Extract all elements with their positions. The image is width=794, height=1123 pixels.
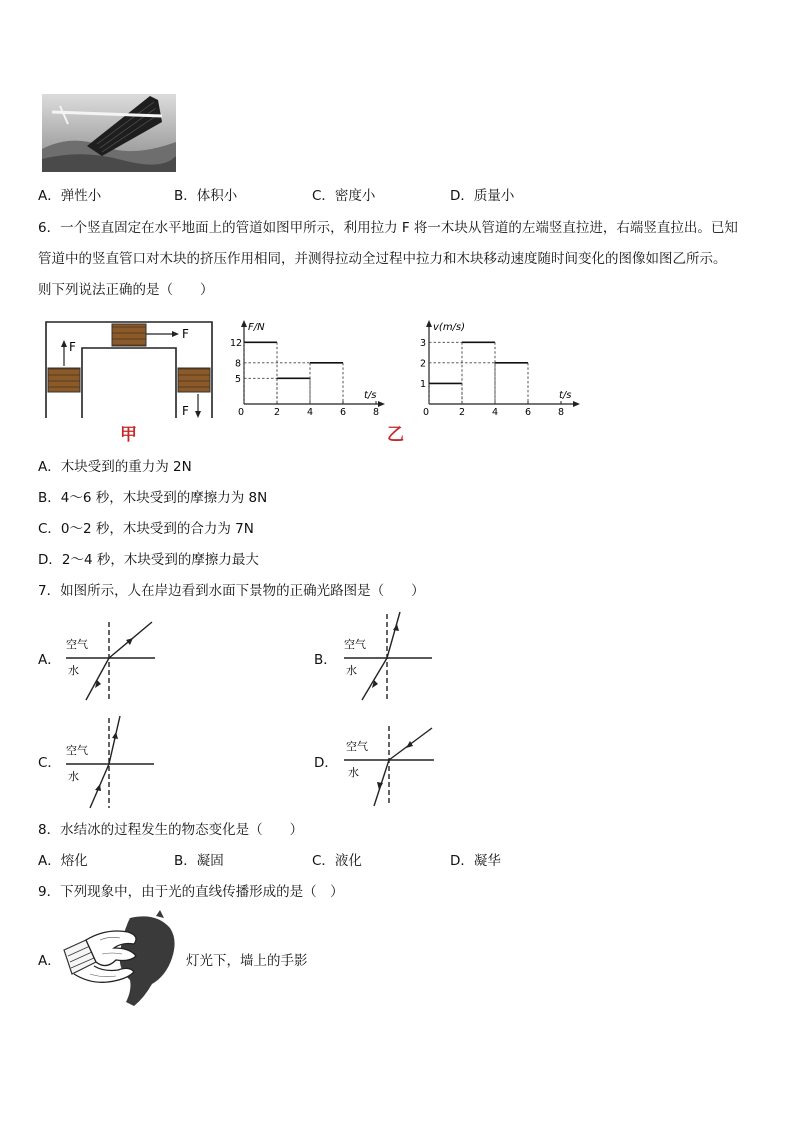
y-axis-label: v(m/s) bbox=[433, 322, 466, 333]
velocity-time-chart bbox=[415, 318, 600, 418]
water-label-c: 水 bbox=[68, 770, 79, 783]
q9-option-a-letter[interactable]: A． bbox=[38, 953, 61, 969]
q8-option-a[interactable]: A．熔化 bbox=[38, 853, 88, 869]
q5-option-b[interactable]: B．体积小 bbox=[174, 188, 238, 204]
q9-option-a-text: 灯光下，墙上的手影 bbox=[186, 953, 308, 969]
q8-option-d[interactable]: D．凝华 bbox=[450, 853, 501, 869]
water-label-a: 水 bbox=[68, 664, 79, 677]
q6-stem-line-2: 管道中的竖直管口对木块的挤压作用相同，并测得拉动全过程中拉力和木块移动速度随时间变化的图像如图乙所示。 bbox=[38, 251, 727, 267]
x-tick-label: 8 bbox=[558, 407, 565, 418]
light-path-diagram-c[interactable] bbox=[60, 714, 160, 810]
x-tick-label: 0 bbox=[423, 407, 430, 418]
pipe-diagram bbox=[42, 318, 222, 428]
air-label-b: 空气 bbox=[344, 638, 366, 651]
x-tick-label: 8 bbox=[373, 407, 380, 418]
air-label-c: 空气 bbox=[66, 744, 88, 757]
y-tick-label: 5 bbox=[235, 373, 242, 385]
x-tick-label: 4 bbox=[492, 407, 499, 418]
y-tick-label: 3 bbox=[420, 337, 427, 349]
x-axis-arrow bbox=[378, 401, 385, 407]
q7-option-d-letter[interactable]: D． bbox=[314, 755, 338, 771]
y-tick-label: 12 bbox=[230, 337, 243, 349]
q7-option-c-letter[interactable]: C． bbox=[38, 755, 61, 771]
x-tick-label: 0 bbox=[238, 407, 245, 418]
x-tick-label: 4 bbox=[307, 407, 314, 418]
light-path-diagram-d[interactable] bbox=[340, 722, 440, 808]
x-tick-label: 6 bbox=[525, 407, 532, 418]
q7-option-a-letter[interactable]: A． bbox=[38, 652, 61, 668]
light-path-diagram-a[interactable] bbox=[60, 618, 160, 704]
solar-plane-photo bbox=[42, 94, 176, 172]
air-label-a: 空气 bbox=[66, 638, 88, 651]
x-tick-label: 6 bbox=[340, 407, 347, 418]
q5-option-a[interactable]: A．弹性小 bbox=[38, 188, 102, 204]
x-axis-label: t/s bbox=[559, 390, 572, 401]
air-label-d: 空气 bbox=[346, 740, 368, 753]
hand-shadow-image[interactable] bbox=[60, 910, 185, 1008]
x-axis-label: t/s bbox=[364, 390, 377, 401]
q8-option-c[interactable]: C．液化 bbox=[312, 853, 362, 869]
q6-option-c[interactable]: C．0～2 秒，木块受到的合力为 7N bbox=[38, 521, 254, 537]
q8-option-b[interactable]: B．凝固 bbox=[174, 853, 224, 869]
q9-stem: 9．下列现象中，由于光的直线传播形成的是（ ） bbox=[38, 884, 344, 900]
x-tick-label: 2 bbox=[274, 407, 281, 418]
force-label-top: F bbox=[182, 327, 189, 341]
q6-option-d[interactable]: D．2～4 秒，木块受到的摩擦力最大 bbox=[38, 552, 259, 568]
q5-option-c[interactable]: C．密度小 bbox=[312, 188, 376, 204]
light-path-diagram-b[interactable] bbox=[340, 610, 440, 704]
figure-jia-label: 甲 bbox=[120, 425, 137, 445]
figure-yi-label: 乙 bbox=[387, 425, 404, 445]
water-label-d: 水 bbox=[348, 766, 359, 779]
q7-option-b-letter[interactable]: B． bbox=[314, 652, 337, 668]
force-time-chart bbox=[230, 318, 400, 418]
q7-stem: 7．如图所示，人在岸边看到水面下景物的正确光路图是（ ） bbox=[38, 583, 425, 599]
y-axis-arrow bbox=[241, 320, 247, 327]
q8-stem: 8．水结冰的过程发生的物态变化是（ ） bbox=[38, 822, 304, 838]
force-label-left: F bbox=[69, 340, 76, 354]
y-axis-arrow bbox=[426, 320, 432, 327]
q5-option-d[interactable]: D．质量小 bbox=[450, 188, 515, 204]
q6-option-b[interactable]: B．4～6 秒，木块受到的摩擦力为 8N bbox=[38, 490, 268, 506]
y-tick-label: 8 bbox=[235, 358, 242, 370]
q6-stem-line-1: 6．一个竖直固定在水平地面上的管道如图甲所示，利用拉力 F 将一木块从管道的左端竖直拉进，右端竖直拉出。已知 bbox=[38, 220, 738, 236]
water-label-b: 水 bbox=[346, 664, 357, 677]
q6-stem-line-3: 则下列说法正确的是（ ） bbox=[38, 282, 214, 298]
y-tick-label: 2 bbox=[420, 358, 427, 370]
y-axis-label: F/N bbox=[248, 322, 265, 333]
y-tick-label: 1 bbox=[420, 378, 427, 390]
q6-option-a[interactable]: A．木块受到的重力为 2N bbox=[38, 459, 192, 475]
force-label-right: F bbox=[182, 404, 189, 418]
x-axis-arrow bbox=[573, 401, 580, 407]
x-tick-label: 2 bbox=[459, 407, 466, 418]
